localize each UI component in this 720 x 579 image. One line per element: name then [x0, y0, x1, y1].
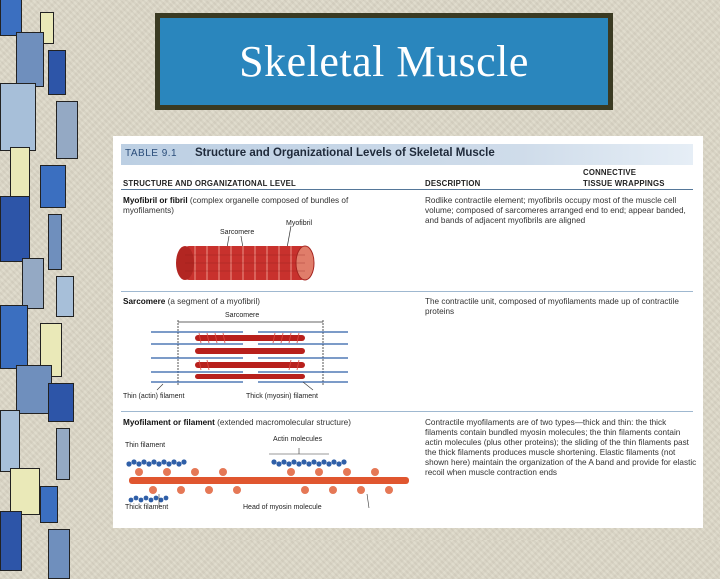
column-header-wrappings-1: CONNECTIVE	[583, 168, 637, 177]
myofilament-illustration	[119, 448, 419, 508]
decorative-stripe	[22, 258, 44, 309]
decorative-stripe	[0, 511, 22, 571]
decorative-stripe	[56, 428, 70, 480]
row-myofilament-term: Myofilament or filament	[123, 418, 215, 427]
column-header-structure: STRUCTURE AND ORGANIZATIONAL LEVEL	[123, 179, 296, 188]
row-divider-1	[121, 291, 693, 292]
row-myofilament-description: Contractile myofilaments are of two types—thick and thin: the thick filaments contain bundled myosin molecules; the thin filaments contain actin molecules (plus other proteins); the sliding of the thin filaments past the thick filaments produces muscle shortening. Elastic filaments (not shown here) maintain the organization of the A band and provide for elastic recoil when muscle contraction ends	[425, 418, 697, 477]
row-divider-2	[121, 411, 693, 412]
label-sarcomere-2: Sarcomere	[225, 312, 260, 319]
decorative-stripe	[56, 101, 78, 159]
slide-title: Skeletal Muscle	[239, 37, 529, 86]
row-myofibril-description: Rodlike contractile element; myofibrils occupy most of the muscle cell volume; composed of sarcomeres arranged end to end; appear banded, and bands of adjacent myofibrils are aligned	[425, 196, 686, 225]
sarcomere-illustration	[143, 320, 363, 390]
label-thin-filament: Thin filament	[125, 442, 166, 449]
decorative-stripe	[0, 196, 30, 262]
decorative-stripe	[16, 32, 44, 87]
decorative-stripe	[48, 214, 62, 270]
row-myofibril-term: Myofibril or fibril	[123, 196, 188, 205]
label-thick-filament: Thick filament	[125, 504, 169, 511]
row-myofilament-structure: Myofilament or filament (extended macromolecular structure)	[123, 418, 351, 427]
slide-title-box	[155, 13, 613, 110]
decorative-stripe	[16, 365, 52, 414]
row-sarcomere-structure: Sarcomere (a segment of a myofibril)	[123, 297, 260, 306]
row-sarcomere-description: The contractile unit, composed of myofilaments made up of contractile proteins	[425, 297, 679, 316]
decorative-stripe	[56, 276, 74, 317]
decorative-stripe	[0, 83, 36, 151]
label-sarcomere-1: Sarcomere	[220, 229, 255, 236]
decorative-stripe	[48, 529, 70, 579]
column-header-description: DESCRIPTION	[425, 179, 481, 188]
decorative-stripe	[10, 147, 30, 200]
decorative-stripe	[0, 0, 22, 36]
label-actin-molecules: Actin molecules	[273, 436, 323, 443]
table-title: Structure and Organizational Levels of Skeletal Muscle	[195, 147, 495, 159]
header-rule	[121, 189, 693, 190]
decorative-stripe	[40, 486, 58, 523]
label-myosin-head: Head of myosin molecule	[243, 504, 322, 511]
decorative-stripe	[0, 410, 20, 472]
label-thick-myosin-filament: Thick (myosin) filament	[246, 393, 318, 400]
decorative-stripe	[0, 305, 28, 369]
table-header-bar	[121, 144, 693, 165]
table-figure	[113, 136, 703, 528]
row-myofibril-structure: Myofibril or fibril (complex organelle composed of bundles of myofilaments)	[123, 196, 349, 215]
decorative-stripe	[48, 383, 74, 422]
table-number: TABLE 9.1	[125, 148, 178, 159]
decorative-stripe-bar	[0, 0, 82, 540]
myofibril-illustration	[179, 222, 319, 282]
decorative-stripe	[10, 468, 40, 515]
label-thin-actin-filament: Thin (actin) filament	[123, 393, 185, 400]
decorative-stripe	[40, 165, 66, 208]
label-myofibril: Myofibril	[286, 220, 313, 227]
decorative-stripe	[48, 50, 66, 95]
column-header-wrappings-2: TISSUE WRAPPINGS	[583, 179, 665, 188]
row-sarcomere-term: Sarcomere	[123, 297, 166, 306]
